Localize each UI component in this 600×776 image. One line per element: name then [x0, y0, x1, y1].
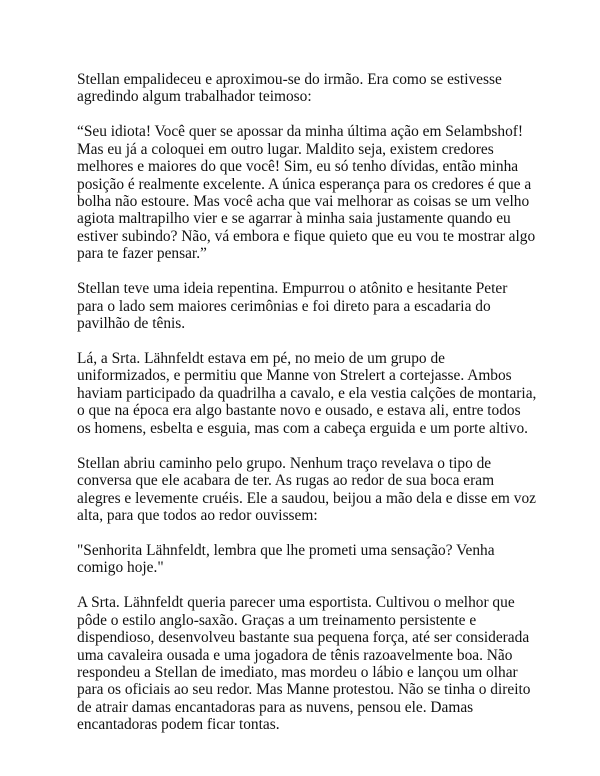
paragraph-6: "Senhorita Lähnfeldt, lembra que lhe prometi uma sensação? Venha comigo hoje." [77, 541, 495, 577]
paragraph-7: A Srta. Lähnfeldt queria parecer uma esportista. Cultivou o melhor que pôde o estilo anglo-saxão. Graças a um treinamento persistente e dispendioso, desenvolveu bastante sua pequena força, até ser considerada uma cavaleira ousada e uma jogadora de tênis razoavelmente boa. Não respondeu a Stellan de imediato, mas mordeu o lábio e lançou um olhar para os oficiais ao seu redor. Mas Manne protestou. Não se tinha o direito de atrair damas encantadoras para as nuvens, pensou ele. Damas encantadoras podem ficar tontas. [77, 594, 531, 734]
paragraph-3: Stellan teve uma ideia repentina. Empurrou o atônito e hesitante Peter para o lado sem maiores cerimônias e foi direto para a escadaria do pavilhão de tênis. [77, 280, 508, 333]
paragraph-4: Lá, a Srta. Lähnfeldt estava em pé, no meio de um grupo de uniformizados, e permitiu que Manne von Strelert a cortejasse. Ambos haviam participado da quadrilha a cavalo, e ela vestia calções de montaria, o que na época era algo bastante novo e ousado, e estava ali, entre todos os homens, esbelta e esguia, mas com a cabeça erguida e um porte altivo. [77, 350, 537, 437]
paragraph-5: Stellan abriu caminho pelo grupo. Nenhum traço revelava o tipo de conversa que ele acabara de ter. As rugas ao redor de sua boca eram alegres e levemente cruéis. Ele a saudou, beijou a mão dela e disse em voz alta, para que todos ao redor ouvissem: [77, 454, 536, 524]
document-page [77, 71, 537, 751]
paragraph-1: Stellan empalideceu e aproximou-se do irmão. Era como se estivesse agredindo algum trabalhador teimoso: [77, 71, 502, 106]
paragraph-2: “Seu idiota! Você quer se apossar da minha última ação em Selambshof! Mas eu já a coloquei em outro lugar. Maldito seja, existem credores melhores e maiores do que você! Sim, eu só tenho dívidas, então minha posição é realmente excelente. A única esperança para os credores é que a bolha não estoure. Mas você acha que vai melhorar as coisas se um velho agiota maltrapilho vier e se agarrar à minha saia justamente quando eu estiver subindo? Não, vá embora e fique quieto que eu vou te mostrar algo para te fazer pensar.” [77, 123, 536, 263]
